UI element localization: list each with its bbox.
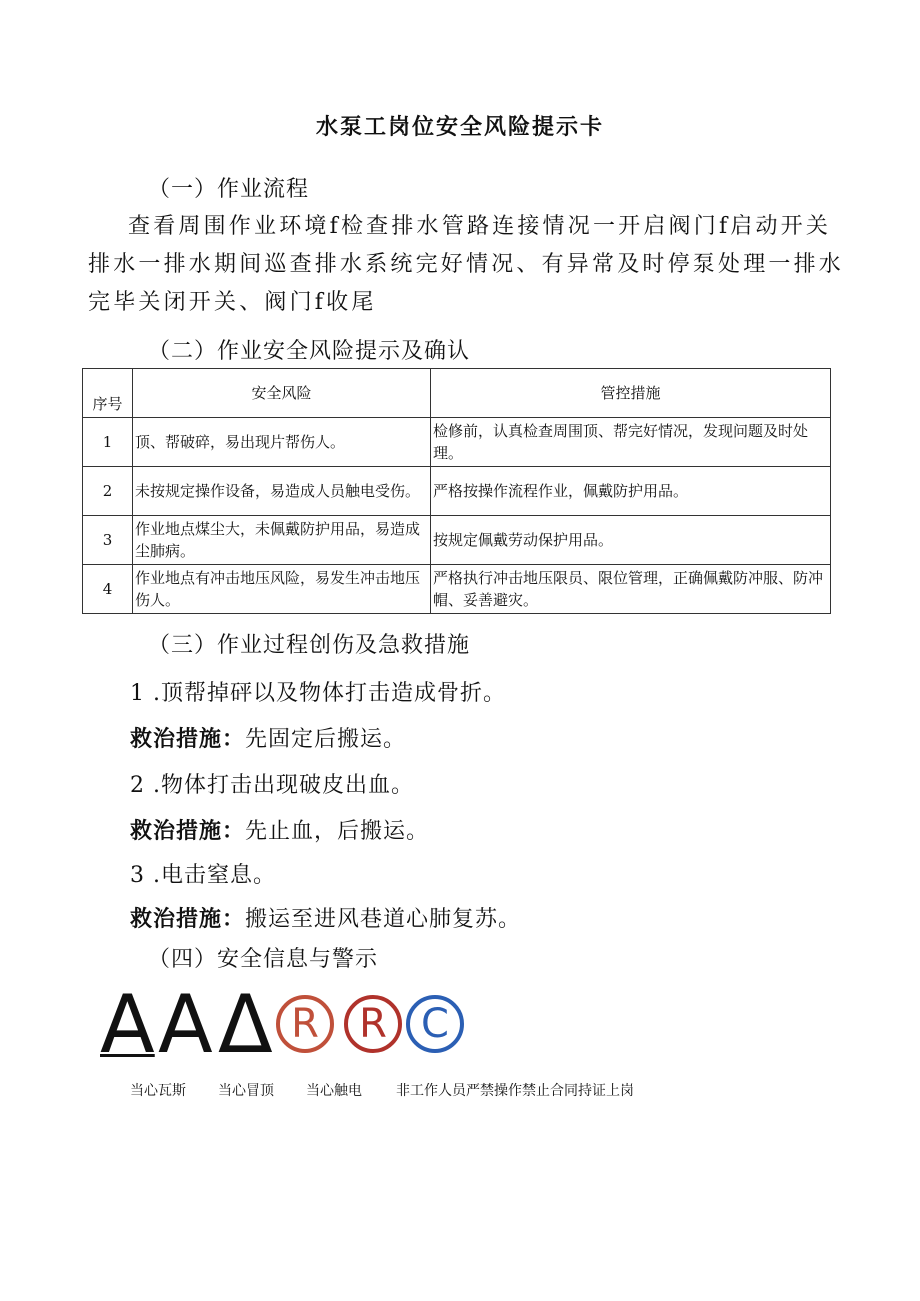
row-risk: 未按规定操作设备，易造成人员触电受伤。 [133,467,431,516]
header-risk: 安全风险 [133,369,431,418]
caption-roof: 当心冒顶 [218,1083,274,1099]
first-aid-text: 搬运至进风巷道心肺复苏。 [245,907,522,932]
injury-item: 3 .电击窒息。 [130,863,276,888]
first-aid-measure [130,902,521,933]
row-no: 3 [83,516,133,565]
row-risk: 作业地点煤尘大，未佩戴防护用品，易造成尘肺病。 [133,516,431,565]
table-header-row [83,369,831,418]
warning-sign-electric-icon: Δ [218,978,273,1071]
injury-item: 1 .顶帮掉砰以及物体打击造成骨折。 [130,681,506,706]
header-no: 序号 [83,369,133,418]
first-aid-label: 救治措施： [130,818,246,844]
mandatory-sign-icon: C [406,995,464,1053]
page-title: 水泵工岗位安全风险提示卡 [315,114,604,140]
row-measure: 检修前，认真检查周围顶、帮完好情况，发现问题及时处理。 [431,418,831,467]
injury-item: 2 .物体打击出现破皮出血。 [130,773,414,798]
header-measure: 管控措施 [431,369,831,418]
first-aid-text: 先固定后搬运。 [245,727,407,752]
first-aid-measure [130,722,406,753]
table-row [83,467,831,516]
warning-sign-gas-icon: A [100,978,155,1071]
first-aid-label: 救治措施： [130,906,246,932]
first-aid-text: 先止血，后搬运。 [245,819,430,844]
prohibition-sign-icon: R [344,995,402,1053]
row-risk: 作业地点有冲击地压风险，易发生冲击地压伤人。 [133,565,431,614]
row-no: 4 [83,565,133,614]
table-row [83,418,831,467]
section-heading-first-aid: （三）作业过程创伤及急救措施 [148,633,471,658]
process-text: 查看周围作业环境f检查排水管路连接情况一开启阀门f启动开关排水一排水期间巡查排水系统完好情况、有异常及时停泵处理一排水完毕关闭开关、阀门f收尾 [88,214,845,315]
prohibition-sign-icon: R [276,995,334,1053]
row-measure: 严格按操作流程作业，佩戴防护用品。 [431,467,831,516]
section-heading-signs: （四）安全信息与警示 [148,947,379,972]
row-no: 2 [83,467,133,516]
section-heading-process: （一）作业流程 [148,177,310,202]
warning-sign-roof-icon: A [158,978,213,1071]
risk-table [82,368,831,614]
caption-rules: 非工作人员严禁操作禁止合同持证上岗 [396,1083,634,1099]
row-measure: 按规定佩戴劳动保护用品。 [431,516,831,565]
table-row [83,516,831,565]
row-no: 1 [83,418,133,467]
first-aid-measure [130,814,429,845]
first-aid-label: 救治措施： [130,726,246,752]
caption-gas: 当心瓦斯 [130,1083,186,1099]
section-heading-risk: （二）作业安全风险提示及确认 [148,339,471,364]
table-row [83,565,831,614]
caption-electric: 当心触电 [306,1083,362,1099]
row-risk: 顶、帮破碎，易出现片帮伤人。 [133,418,431,467]
row-measure: 严格执行冲击地压限员、限位管理，正确佩戴防冲服、防冲帽、妥善避灾。 [431,565,831,614]
